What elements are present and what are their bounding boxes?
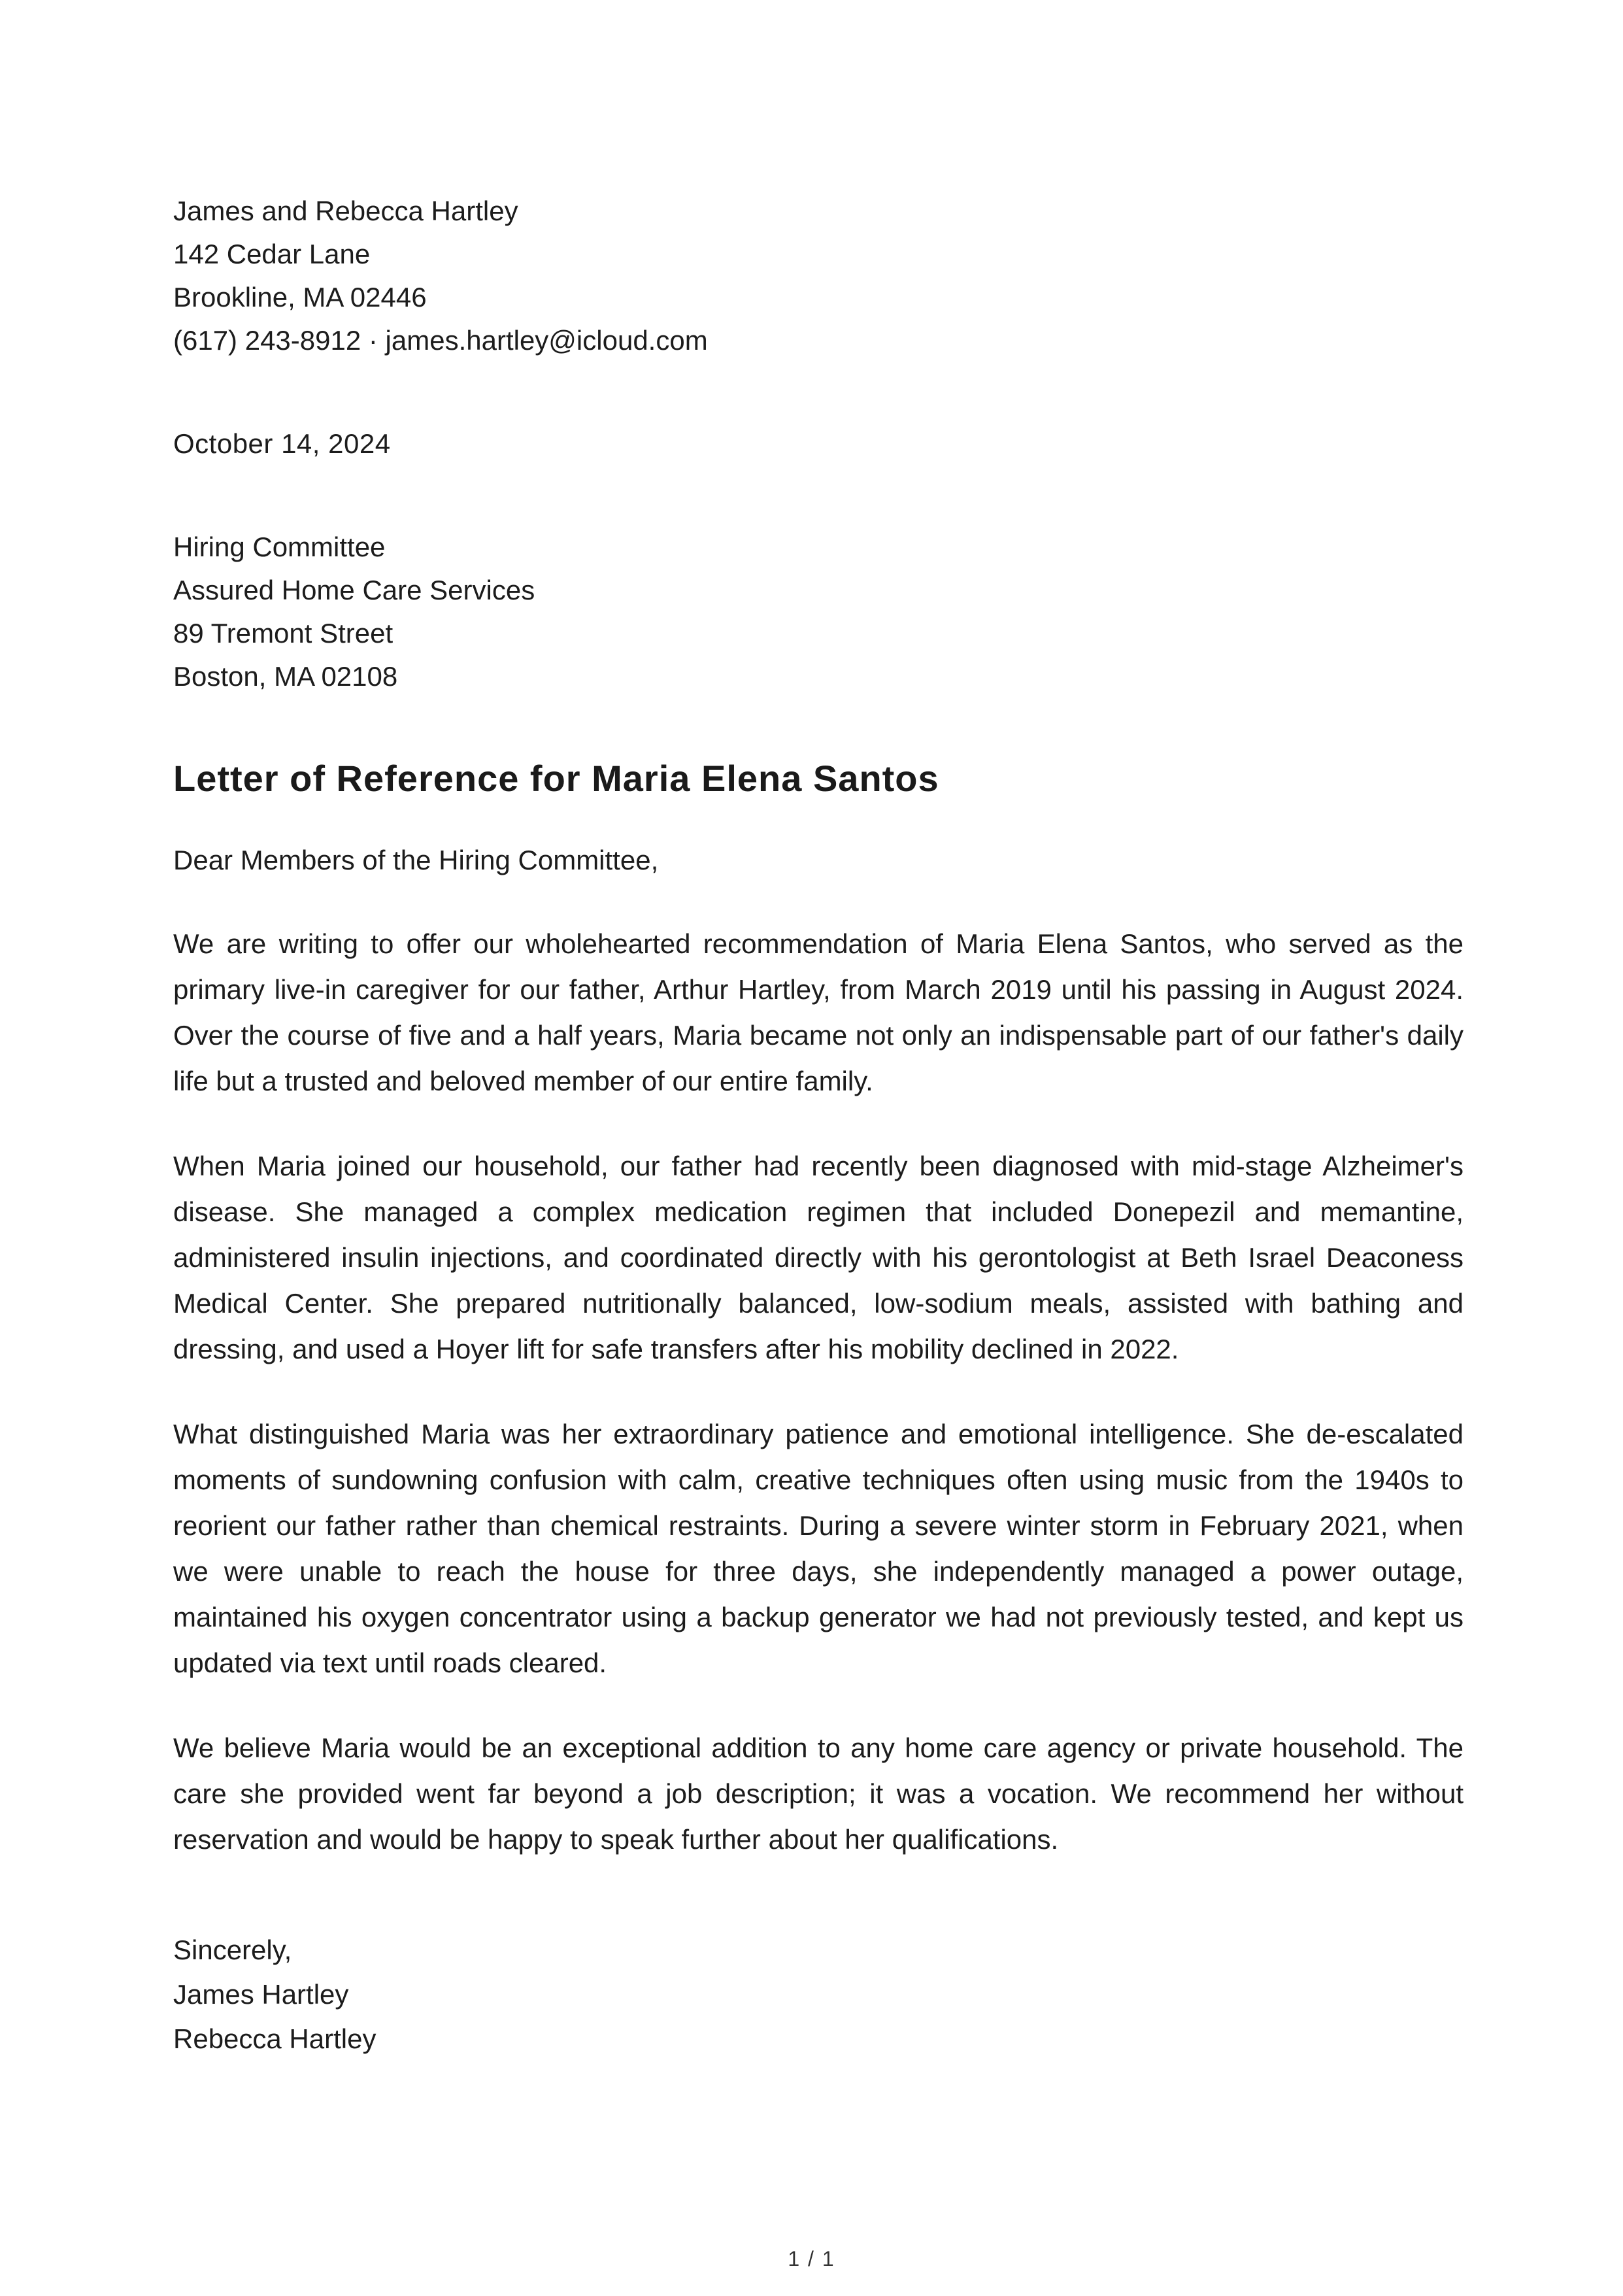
salutation: Dear Members of the Hiring Committee, [173,845,659,875]
valediction: Sincerely, [173,1934,292,1965]
closing-block [173,1928,1464,2061]
recipient-address-block [173,526,1464,698]
body-paragraph-2: When Maria joined our household, our father had recently been diagnosed with mid-stage Alzheimer's disease. She managed a complex medication regimen that included Donepezil and memantine, administered insulin injections, and coordinated directly with his gerontologist at Beth Israel Deaconess Medical Center. She prepared nutritionally balanced, low-sodium meals, assisted with bathing and dressing, and used a Hoyer lift for safe transfers after his mobility declined in 2022. [173,1151,1464,1364]
body-paragraph-1: We are writing to offer our wholehearted recommendation of Maria Elena Santos, who served as the primary live-in caregiver for our father, Arthur Hartley, from March 2019 until his passing in August 2024. Over the course of five and a half years, Maria became not only an indispensable part of our father's daily life but a trusted and beloved member of our entire family. [173,928,1464,1096]
recipient-line-1: Hiring Committee [173,532,386,562]
sender-contact: (617) 243-8912 · james.hartley@icloud.com [173,325,708,356]
recipient-line-2: Assured Home Care Services [173,575,535,605]
letter-body [173,190,1464,2061]
letter-title: Letter of Reference for Maria Elena Santos [173,758,939,799]
signer-1: James Hartley [173,1979,349,2010]
page-number: 1 / 1 [788,2247,835,2271]
sender-address-block [173,190,1464,362]
recipient-line-3: 89 Tremont Street [173,618,393,649]
sender-city: Brookline, MA 02446 [173,282,427,312]
body-paragraph-4: We believe Maria would be an exceptional addition to any home care agency or private household. The care she provided went far beyond a job description; it was a vocation. We recommend her without reservation and would be happy to speak further about her qualifications. [173,1732,1464,1855]
letter-date: October 14, 2024 [173,428,391,459]
sender-street: 142 Cedar Lane [173,239,371,269]
recipient-line-4: Boston, MA 02108 [173,661,398,692]
body-paragraph-3: What distinguished Maria was her extraordinary patience and emotional intelligence. She de-escalated moments of sundowning confusion with calm, creative techniques often using music from the 1940s to reorient our father rather than chemical restraints. During a severe winter storm in February 2021, when we were unable to reach the house for three days, she independently managed a power outage, maintained his oxygen concentrator using a backup generator we had not previously tested, and kept us updated via text until roads cleared. [173,1419,1464,1678]
signer-2: Rebecca Hartley [173,2023,376,2054]
sender-name: James and Rebecca Hartley [173,195,518,226]
